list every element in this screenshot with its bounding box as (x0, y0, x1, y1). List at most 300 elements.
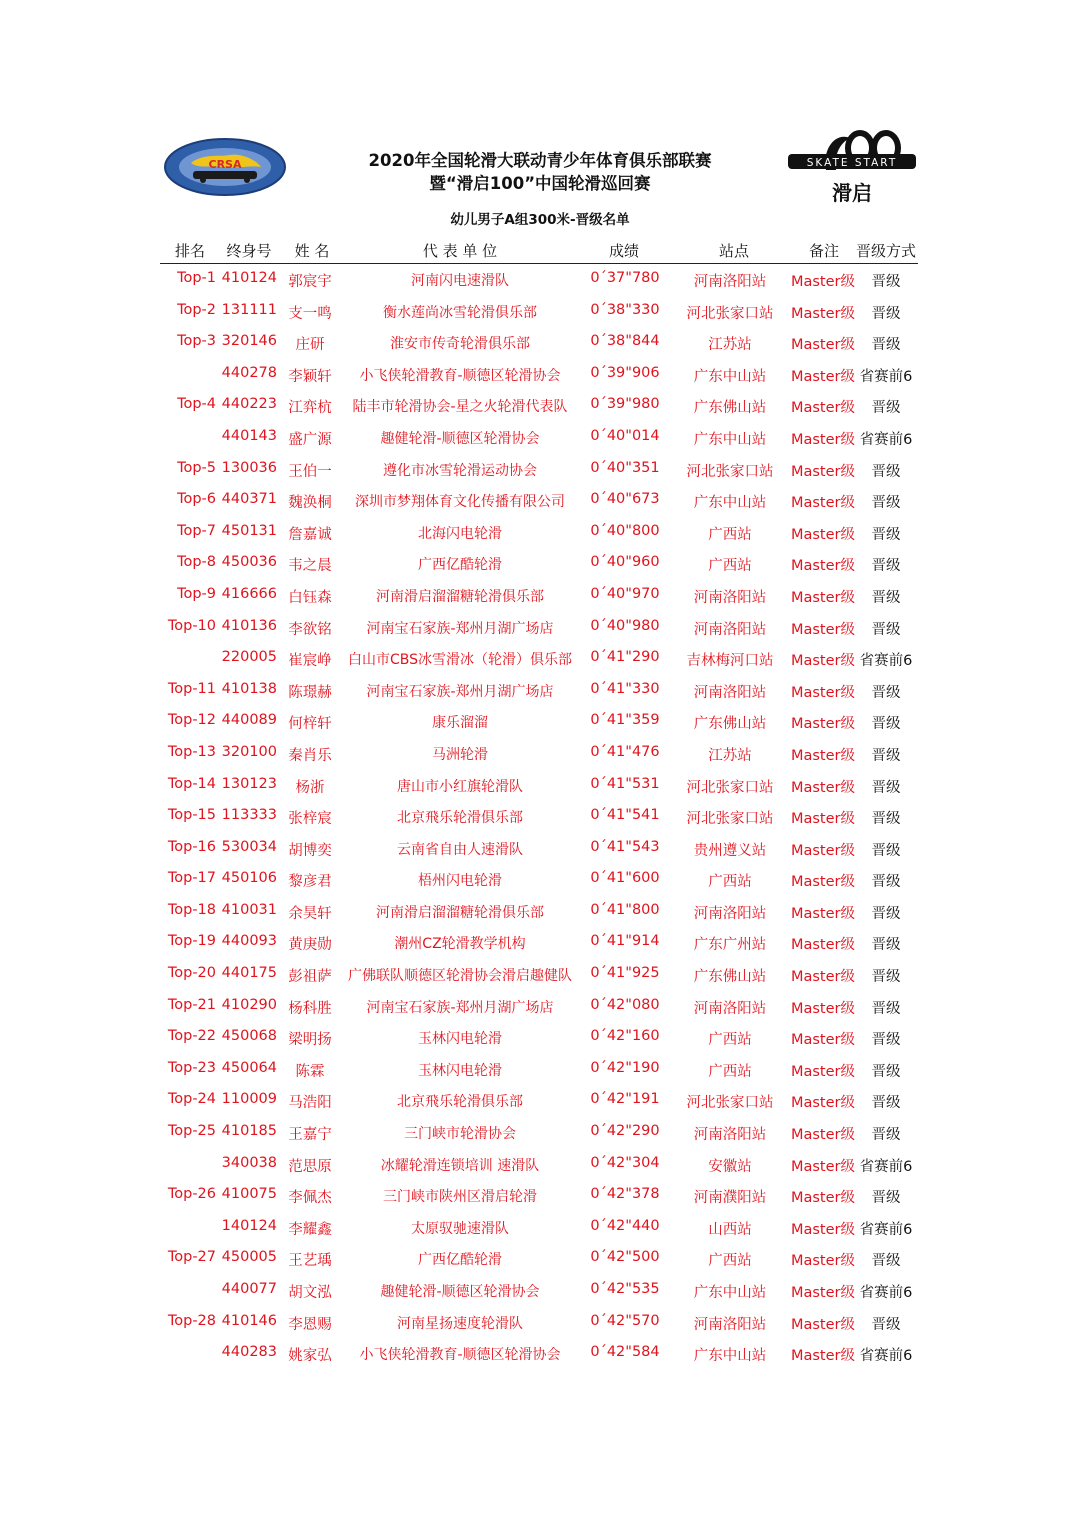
score-cell: 0´42"191 (590, 1091, 660, 1108)
note-cell: Master级 (790, 1316, 856, 1333)
name-cell: 马浩阳 (288, 1095, 332, 1112)
id-cell: 450005 (221, 1249, 277, 1266)
score-cell: 0´41"476 (590, 743, 660, 760)
name-cell: 王嘉宁 (288, 1127, 332, 1144)
rank-cell: Top-27 (167, 1249, 216, 1266)
score-cell: 0´40"014 (590, 427, 660, 444)
svg-text:CRSA: CRSA (208, 158, 242, 171)
table-row (160, 675, 920, 707)
name-cell: 李佩杰 (288, 1190, 332, 1207)
id-cell: 130036 (221, 459, 277, 476)
rank-cell: Top-12 (167, 712, 216, 729)
unit-cell: 三门峡市陕州区滑启轮滑 (383, 1189, 537, 1206)
note-cell: Master级 (790, 937, 856, 954)
unit-cell: 北京飛乐轮滑俱乐部 (397, 1094, 523, 1111)
results-table (160, 264, 920, 1370)
station-cell: 河南洛阳站 (693, 589, 767, 606)
rank-cell: Top-16 (167, 838, 216, 855)
station-cell: 广西站 (708, 874, 752, 891)
unit-cell: 陆丰市轮滑协会-星之火轮滑代表队 (352, 399, 568, 416)
unit-cell: 淮安市传奇轮滑俱乐部 (390, 336, 530, 353)
method-cell: 晋级 (871, 842, 901, 859)
id-cell: 440089 (221, 712, 277, 729)
note-cell: Master级 (790, 842, 856, 859)
unit-cell: 玉林闪电轮滑 (418, 1031, 502, 1048)
note-cell: Master级 (790, 368, 856, 385)
score-cell: 0´40"800 (590, 522, 660, 539)
rank-cell: Top-8 (177, 554, 216, 571)
station-cell: 广西站 (708, 1063, 752, 1080)
method-cell: 省赛前6 (859, 1285, 913, 1301)
score-cell: 0´41"543 (590, 838, 660, 855)
table-row (160, 896, 920, 928)
id-cell: 410031 (221, 901, 277, 918)
table-row (160, 1054, 920, 1086)
note-cell: Master级 (790, 274, 856, 290)
unit-cell: 河南宝石家族-郑州月湖广场店 (366, 620, 554, 637)
id-cell: 410138 (221, 680, 277, 697)
name-cell: 江弈杭 (288, 400, 332, 417)
station-cell: 河南洛阳站 (693, 621, 767, 638)
name-cell: 韦之晨 (288, 558, 332, 575)
unit-cell: 梧州闪电轮滑 (418, 873, 502, 890)
id-cell: 113333 (221, 807, 277, 824)
note-cell: Master级 (790, 337, 856, 354)
method-cell: 晋级 (871, 1190, 901, 1207)
name-cell: 李恩赐 (288, 1316, 332, 1333)
table-row (160, 1117, 920, 1149)
table-row (160, 1149, 920, 1181)
table-row (160, 485, 920, 517)
name-cell: 梁明扬 (288, 1032, 332, 1049)
note-cell: Master级 (790, 495, 856, 512)
score-cell: 0´42"290 (590, 1123, 660, 1140)
unit-cell: 玉林闪电轮滑 (418, 1062, 502, 1079)
unit-cell: 康乐溜溜 (432, 715, 488, 732)
table-row (160, 1338, 920, 1370)
id-cell: 131111 (221, 301, 277, 318)
rank-cell: Top-6 (177, 491, 216, 508)
name-cell: 黄庚勋 (288, 937, 332, 954)
method-cell: 晋级 (871, 684, 901, 701)
method-cell: 晋级 (871, 1127, 901, 1144)
score-cell: 0´42"440 (590, 1217, 660, 1234)
table-row (160, 1212, 920, 1244)
score-cell: 0´41"290 (590, 649, 660, 666)
unit-cell: 潮州CZ轮滑教学机构 (394, 936, 526, 953)
unit-cell: 趣健轮滑-顺德区轮滑协会 (380, 430, 540, 447)
method-cell: 晋级 (871, 589, 901, 606)
unit-cell: 白山市CBS冰雪滑冰（轮滑）俱乐部 (347, 652, 573, 669)
title-line-2: 暨“滑启100”中国轮滑巡回赛 (429, 174, 651, 193)
method-cell: 晋级 (871, 811, 901, 828)
note-cell: Master级 (790, 811, 856, 828)
station-cell: 广东中山站 (693, 1348, 767, 1365)
table-row (160, 1085, 920, 1117)
table-row (160, 548, 920, 580)
table-row (160, 327, 920, 359)
note-cell: Master级 (790, 1032, 856, 1049)
title-line-1: 2020年全国轮滑大联动青少年体育俱乐部联赛 (368, 151, 712, 170)
name-cell: 杨浙 (295, 779, 325, 796)
note-cell: Master级 (790, 1348, 856, 1365)
unit-cell: 冰耀轮滑连锁培训 速滑队 (380, 1157, 540, 1174)
name-cell: 范思原 (288, 1158, 332, 1175)
name-cell: 何梓轩 (288, 716, 332, 733)
unit-cell: 北海闪电轮滑 (418, 525, 502, 542)
rank-cell: Top-3 (177, 333, 216, 350)
table-row (160, 1307, 920, 1339)
rank-cell: Top-10 (167, 617, 216, 634)
unit-cell: 趣健轮滑-顺德区轮滑协会 (380, 1284, 540, 1300)
note-cell: Master级 (790, 684, 856, 701)
rank-cell: Top-21 (167, 996, 216, 1013)
note-cell: Master级 (790, 1127, 856, 1144)
table-row (160, 612, 920, 644)
station-cell: 河南洛阳站 (693, 1316, 767, 1333)
name-cell: 盛广源 (288, 431, 332, 448)
unit-cell: 河南宝石家族-郑州月湖广场店 (366, 683, 554, 700)
header-note: 备注 (808, 242, 839, 260)
unit-cell: 广西亿酷轮滑 (418, 1252, 502, 1269)
name-cell: 胡博奕 (288, 842, 332, 859)
score-cell: 0´40"970 (590, 585, 660, 602)
unit-cell: 河南滑启溜溜糖轮滑俱乐部 (376, 588, 544, 605)
note-cell: Master级 (790, 621, 856, 638)
score-cell: 0´41"531 (590, 775, 660, 792)
score-cell: 0´42"080 (590, 996, 660, 1013)
table-row (160, 833, 920, 865)
station-cell: 广西站 (708, 1032, 752, 1049)
note-cell: Master级 (790, 969, 856, 986)
method-cell: 晋级 (871, 969, 901, 986)
svg-text:滑启: 滑启 (832, 181, 872, 205)
table-row (160, 264, 920, 296)
list-subtitle: 幼儿男子A组300米-晋级名单 (450, 212, 630, 228)
note-cell: Master级 (790, 1063, 856, 1080)
rank-cell: Top-25 (167, 1123, 216, 1140)
name-cell: 秦肖乐 (288, 747, 332, 764)
method-cell: 晋级 (871, 1032, 901, 1049)
station-cell: 江苏站 (708, 747, 752, 764)
id-cell: 440093 (221, 933, 277, 950)
method-cell: 晋级 (871, 1000, 901, 1017)
svg-text:SKATE START: SKATE START (806, 157, 898, 169)
name-cell: 王伯一 (288, 463, 332, 480)
table-row (160, 1243, 920, 1275)
method-cell: 晋级 (871, 1063, 901, 1080)
name-cell: 李颖轩 (288, 368, 332, 385)
note-cell: Master级 (790, 1190, 856, 1207)
score-cell: 0´42"500 (590, 1249, 660, 1266)
unit-cell: 衡水莲尚冰雪轮滑俱乐部 (383, 304, 537, 321)
method-cell: 晋级 (871, 747, 901, 764)
method-cell: 晋级 (871, 400, 901, 417)
score-cell: 0´41"914 (590, 933, 660, 950)
unit-cell: 北京飛乐轮滑俱乐部 (397, 810, 523, 827)
method-cell: 省赛前6 (859, 1221, 913, 1238)
id-cell: 450068 (221, 1028, 277, 1045)
method-cell: 晋级 (871, 337, 901, 354)
station-cell: 河南洛阳站 (693, 684, 767, 701)
id-cell: 410290 (221, 996, 277, 1013)
name-cell: 彭祖萨 (288, 969, 332, 986)
score-cell: 0´42"570 (590, 1312, 660, 1329)
header-id: 终身号 (226, 242, 272, 260)
station-cell: 广西站 (708, 558, 752, 575)
score-cell: 0´38"844 (590, 333, 660, 350)
note-cell: Master级 (790, 1285, 856, 1301)
score-cell: 0´39"980 (590, 396, 660, 413)
name-cell: 杨科胜 (288, 1000, 332, 1017)
table-row (160, 1022, 920, 1054)
table-row (160, 390, 920, 422)
note-cell: Master级 (790, 431, 856, 448)
header-name: 姓 名 (294, 242, 330, 260)
name-cell: 张梓宸 (288, 811, 332, 828)
id-cell: 440371 (221, 491, 277, 508)
unit-cell: 广佛联队顺德区轮滑协会滑启趣健队 (348, 968, 572, 985)
id-cell: 110009 (221, 1091, 277, 1108)
note-cell: Master级 (790, 653, 856, 670)
method-cell: 晋级 (871, 274, 901, 290)
method-cell: 晋级 (871, 1253, 901, 1270)
rank-cell: Top-15 (167, 807, 216, 824)
station-cell: 广东中山站 (693, 368, 767, 385)
station-cell: 广东佛山站 (693, 400, 767, 417)
table-row (160, 738, 920, 770)
rank-cell: Top-4 (177, 396, 216, 413)
rank-cell: Top-14 (167, 775, 216, 792)
id-cell: 410124 (221, 270, 277, 286)
note-cell: Master级 (790, 400, 856, 417)
score-cell: 0´41"330 (590, 680, 660, 697)
method-cell: 省赛前6 (859, 1348, 913, 1365)
rank-cell: Top-9 (177, 585, 216, 602)
table-row (160, 296, 920, 328)
station-cell: 河南洛阳站 (693, 1000, 767, 1017)
name-cell: 支一鸣 (288, 305, 332, 322)
name-cell: 王艺瑀 (288, 1253, 332, 1270)
score-cell: 0´42"304 (590, 1154, 660, 1171)
rank-cell: Top-20 (167, 965, 216, 982)
rank-cell: Top-28 (167, 1312, 216, 1329)
score-cell: 0´42"378 (590, 1186, 660, 1203)
unit-cell: 马洲轮滑 (432, 746, 488, 763)
score-cell: 0´41"359 (590, 712, 660, 729)
method-cell: 晋级 (871, 1095, 901, 1112)
score-cell: 0´38"330 (590, 301, 660, 318)
station-cell: 江苏站 (708, 337, 752, 354)
station-cell: 广西站 (708, 526, 752, 543)
name-cell: 詹嘉诚 (288, 526, 332, 543)
id-cell: 450106 (221, 870, 277, 887)
unit-cell: 河南宝石家族-郑州月湖广场店 (366, 999, 554, 1016)
table-row (160, 580, 920, 612)
method-cell: 晋级 (871, 621, 901, 638)
id-cell: 410075 (221, 1186, 277, 1203)
note-cell: Master级 (790, 779, 856, 796)
name-cell: 魏涣桐 (288, 495, 332, 512)
station-cell: 河南洛阳站 (693, 905, 767, 922)
note-cell: Master级 (790, 1221, 856, 1238)
note-cell: Master级 (790, 558, 856, 575)
method-cell: 省赛前6 (859, 368, 913, 385)
method-cell: 晋级 (871, 463, 901, 480)
name-cell: 陈璟赫 (288, 684, 332, 701)
id-cell: 440077 (221, 1281, 277, 1297)
table-row (160, 991, 920, 1023)
method-cell: 晋级 (871, 874, 901, 891)
station-cell: 河北张家口站 (686, 1095, 774, 1112)
header-rank: 排名 (174, 242, 205, 260)
table-row (160, 643, 920, 675)
method-cell: 晋级 (871, 305, 901, 322)
station-cell: 河南洛阳站 (693, 274, 767, 290)
table-header (160, 238, 920, 262)
note-cell: Master级 (790, 747, 856, 764)
rank-cell: Top-26 (167, 1186, 216, 1203)
name-cell: 陈霖 (295, 1063, 325, 1080)
note-cell: Master级 (790, 905, 856, 922)
name-cell: 黎彦君 (288, 874, 332, 891)
table-row (160, 517, 920, 549)
rank-cell: Top-19 (167, 933, 216, 950)
table-row (160, 927, 920, 959)
header-score: 成绩 (608, 242, 639, 260)
table-row (160, 706, 920, 738)
name-cell: 李耀鑫 (288, 1221, 332, 1238)
rank-cell: Top-22 (167, 1028, 216, 1045)
note-cell: Master级 (790, 1253, 856, 1270)
method-cell: 晋级 (871, 495, 901, 512)
score-cell: 0´42"584 (590, 1344, 660, 1361)
note-cell: Master级 (790, 1000, 856, 1017)
score-cell: 0´42"190 (590, 1059, 660, 1076)
id-cell: 440143 (221, 427, 277, 444)
id-cell: 440278 (221, 364, 277, 381)
method-cell: 晋级 (871, 716, 901, 733)
unit-cell: 河南闪电速滑队 (411, 273, 509, 289)
name-cell: 白钰森 (288, 589, 332, 606)
id-cell: 140124 (221, 1217, 277, 1234)
score-cell: 0´39"906 (590, 364, 660, 381)
table-row (160, 1275, 920, 1307)
table-row (160, 959, 920, 991)
note-cell: Master级 (790, 526, 856, 543)
id-cell: 410146 (221, 1312, 277, 1329)
id-cell: 340038 (221, 1154, 277, 1171)
rank-cell: Top-23 (167, 1059, 216, 1076)
rank-cell: Top-7 (177, 522, 216, 539)
score-cell: 0´40"980 (590, 617, 660, 634)
crsa-logo (163, 137, 287, 197)
name-cell: 姚家弘 (288, 1348, 332, 1365)
station-cell: 贵州遵义站 (693, 842, 767, 859)
table-row (160, 454, 920, 486)
id-cell: 530034 (221, 838, 277, 855)
station-cell: 安徽站 (708, 1158, 752, 1175)
skate-start-logo (786, 126, 918, 208)
station-cell: 广西站 (708, 1253, 752, 1270)
unit-cell: 唐山市小红旗轮滑队 (397, 778, 523, 795)
name-cell: 余昊轩 (288, 905, 332, 922)
score-cell: 0´42"160 (590, 1028, 660, 1045)
id-cell: 410185 (221, 1123, 277, 1140)
id-cell: 410136 (221, 617, 277, 634)
station-cell: 河北张家口站 (686, 811, 774, 828)
rank-cell: Top-24 (167, 1091, 216, 1108)
table-row (160, 770, 920, 802)
station-cell: 广东中山站 (693, 495, 767, 512)
id-cell: 320100 (221, 743, 277, 760)
id-cell: 440283 (221, 1344, 277, 1361)
unit-cell: 云南省自由人速滑队 (397, 841, 523, 858)
id-cell: 440175 (221, 965, 277, 982)
rank-cell: Top-17 (167, 870, 216, 887)
header-station: 站点 (718, 242, 749, 260)
method-cell: 晋级 (871, 937, 901, 954)
station-cell: 河北张家口站 (686, 779, 774, 796)
method-cell: 省赛前6 (859, 653, 913, 670)
method-cell: 晋级 (871, 526, 901, 543)
id-cell: 450036 (221, 554, 277, 571)
station-cell: 河北张家口站 (686, 463, 774, 480)
rank-cell: Top-13 (167, 743, 216, 760)
name-cell: 郭宸宇 (288, 274, 332, 290)
note-cell: Master级 (790, 305, 856, 322)
unit-cell: 太原驭驰速滑队 (411, 1220, 509, 1237)
method-cell: 晋级 (871, 905, 901, 922)
header-unit: 代 表 单 位 (422, 242, 498, 260)
note-cell: Master级 (790, 716, 856, 733)
station-cell: 广东佛山站 (693, 716, 767, 733)
score-cell: 0´42"535 (590, 1281, 660, 1297)
score-cell: 0´41"600 (590, 870, 660, 887)
name-cell: 李欲铭 (288, 621, 332, 638)
unit-cell: 三门峡市轮滑协会 (404, 1126, 516, 1143)
rank-cell: Top-11 (167, 680, 216, 697)
station-cell: 吉林梅河口站 (686, 653, 774, 670)
note-cell: Master级 (790, 1095, 856, 1112)
score-cell: 0´40"673 (590, 491, 660, 508)
id-cell: 450131 (221, 522, 277, 539)
note-cell: Master级 (790, 589, 856, 606)
station-cell: 山西站 (708, 1221, 752, 1238)
score-cell: 0´37"780 (590, 270, 660, 286)
score-cell: 0´41"925 (590, 965, 660, 982)
note-cell: Master级 (790, 1158, 856, 1175)
method-cell: 晋级 (871, 1316, 901, 1333)
id-cell: 416666 (221, 585, 277, 602)
unit-cell: 深圳市梦翔体育文化传播有限公司 (355, 494, 565, 511)
station-cell: 广东佛山站 (693, 969, 767, 986)
station-cell: 河南洛阳站 (693, 1127, 767, 1144)
name-cell: 胡文泓 (288, 1285, 332, 1301)
method-cell: 晋级 (871, 558, 901, 575)
score-cell: 0´41"800 (590, 901, 660, 918)
table-row (160, 864, 920, 896)
id-cell: 220005 (221, 649, 277, 666)
method-cell: 省赛前6 (859, 431, 913, 448)
table-row (160, 359, 920, 391)
station-cell: 广东广州站 (693, 937, 767, 954)
id-cell: 450064 (221, 1059, 277, 1076)
score-cell: 0´40"351 (590, 459, 660, 476)
station-cell: 河南濮阳站 (693, 1190, 767, 1207)
rank-cell: Top-1 (177, 270, 216, 286)
unit-cell: 小飞侠轮滑教育-顺德区轮滑协会 (359, 367, 561, 384)
